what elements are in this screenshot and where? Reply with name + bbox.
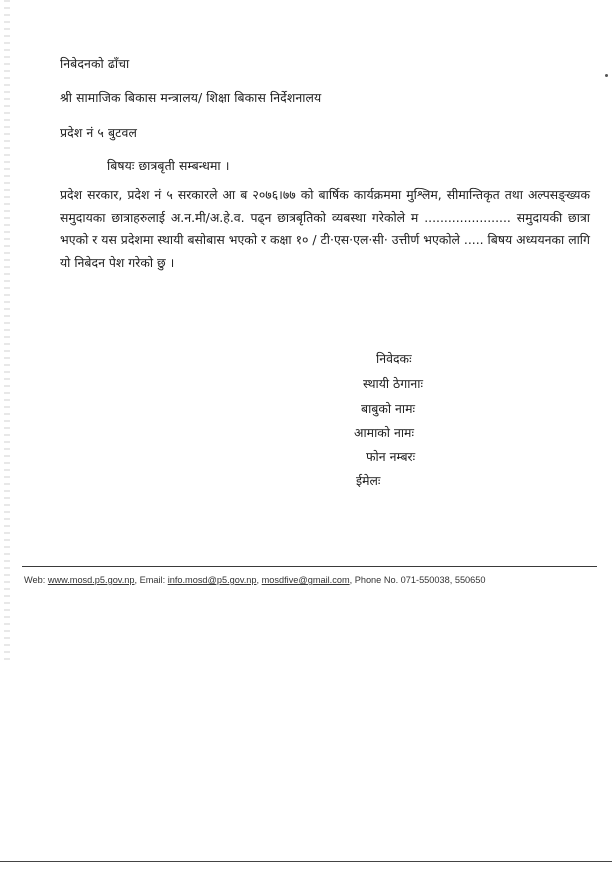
letter-body: प्रदेश सरकार, प्रदेश नं ५ सरकारले आ ब २०७६।७७ को बार्षिक कार्यक्रममा मुश्लिम, सीमान्तिकृत तथा अल्पसङ्ख्यक समुदायका छात्राहरुलाई अ.न.मी/अ.हे.व. पढ्न छात्रबृतिको व्यबस्था गरेकोले म ...................... समुदायकी छात्रा भएको र यस प्रदेशमा स्थायी बसोबास भएको र कक्षा १० / टी·एस·एल·सी· उत्तीर्ण भएकोले ..... बिषय अध्ययनका लागि यो निबेदन पेश गरेको छु । [60,187,590,270]
letter-subject: बिषयः छात्रबृती सम्बन्धमा । [107,158,230,173]
footer-email-link-gmail[interactable]: mosdfive@gmail.com [261,575,350,585]
scan-speck [605,74,608,77]
page-bottom-border [0,861,612,862]
letter-title: निबेदनको ढाँचा [60,56,130,71]
letter-addressee: श्री सामाजिक बिकास मन्त्रालय/ शिक्षा बिकास निर्देशनालय [60,90,322,105]
footer-divider [22,566,597,567]
signature-address: स्थायी ठेगानाः [363,376,424,391]
footer-email-label: , Email: [134,575,168,585]
footer-web-label: Web: [24,575,48,585]
signature-father: बाबुको नामः [361,401,416,416]
footer-email-link-info[interactable]: info.mosd@p5.gov.np [167,575,257,585]
signature-email: ईमेलः [356,473,381,488]
footer-web-link[interactable]: www.mosd.p5.gov.np [47,575,135,585]
footer-phone: , Phone No. 071-550038, 550650 [349,575,486,585]
signature-mother: आमाको नामः [354,425,414,440]
footer-separator: , [256,575,262,585]
signature-applicant: निवेदकः [376,351,412,366]
footer-contact [24,575,486,585]
signature-phone: फोन नम्बरः [366,449,416,464]
scan-edge-artifact [4,0,10,660]
letter-location: प्रदेश नं ५ बुटवल [60,125,138,140]
